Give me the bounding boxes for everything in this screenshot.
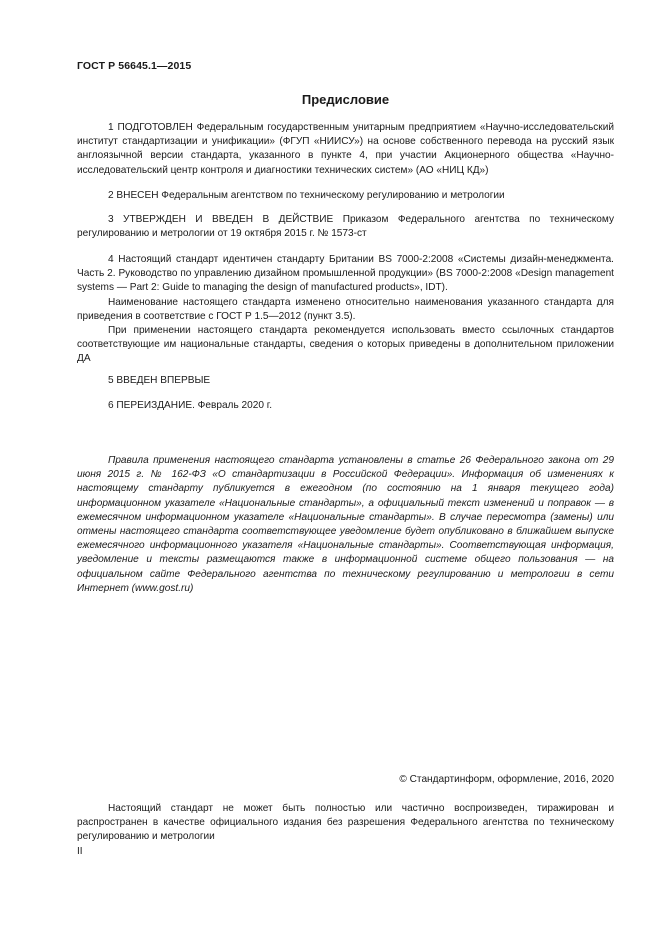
reproduction-note-text: Настоящий стандарт не может быть полностью или частично воспроизведен, тиражирован и распространен в качестве официального издания без разрешения Федерального агентства по техническому регулированию и метрологии: [77, 803, 614, 843]
rules-note-text: Правила применения настоящего стандарта установлены в статье 26 Федерального закона от 29 июня 2015 г. № 162-ФЗ «О стандартизации в Российской Федерации». Информация об изменениях к настоящему стандарту публикуется в ежегодном (по состоянию на 1 января текущего года) информационном указателе «Национальные стандарты», а официальный текст изменений и поправок — в ежемесячном информационном указателе «Национальные стандарты». В случае пересмотра (замены) или отмены настоящего стандарта соответствующее уведомление будет опубликовано в ближайшем выпуске ежемесячного информационного указателя «Национальные стандарты». Соответствующая информация, уведомление и тексты размещаются также в информационной системе общего пользования — на официальном сайте Федерального агентства по техническому регулированию и метрологии в сети Интернет (www.gost.ru): [77, 455, 614, 594]
page-number: II: [77, 846, 83, 857]
reproduction-note-block: [77, 802, 614, 845]
item-6-text: 6 ПЕРЕИЗДАНИЕ. Февраль 2020 г.: [108, 400, 273, 411]
item-3-text: 3 УТВЕРЖДЕН И ВВЕДЕН В ДЕЙСТВИЕ Приказом Федерального агентства по техническому регулированию и метрологии от 19 октября 2015 г. № 1573-ст: [77, 214, 614, 240]
item-2-text: 2 ВНЕСЕН Федеральным агентством по техническому регулированию и метрологии: [108, 190, 505, 201]
item-1-text: 1 ПОДГОТОВЛЕН Федеральным государственным унитарным предприятием «Научно-исследовательский институт стандартизации и унификации» (ФГУП «НИИСУ») на основе собственного перевода на русский язык англоязычной версии стандарта, указанного в пункте 4, при участии Акционерного общества «Научно-исследовательский центр контроля и диагностики технических систем» (АО «НИЦ КД»): [77, 122, 614, 176]
item-2-block: [77, 189, 614, 203]
document-code-header: ГОСТ Р 56645.1—2015: [77, 60, 192, 72]
item-5-block: [77, 374, 614, 388]
item-4-block: [77, 253, 614, 367]
item-5-text: 5 ВВЕДЕН ВПЕРВЫЕ: [108, 375, 211, 386]
rules-note-block: [77, 454, 614, 596]
item-4-references-text: При применении настоящего стандарта рекомендуется использовать вместо ссылочных стандартов соответствующие им национальные стандарты, сведения о которых приведены в дополнительном приложении ДА: [77, 325, 614, 365]
item-6-block: [77, 399, 614, 413]
page-title: Предисловие: [301, 92, 390, 107]
copyright-line: © Стандартинформ, оформление, 2016, 2020: [399, 774, 614, 785]
item-4-text: 4 Настоящий стандарт идентичен стандарту Британии BS 7000-2:2008 «Системы дизайн-менеджмента. Часть 2. Руководство по управлению дизайном промышленной продукции» (BS 7000-2:2008 «Design management systems — Part 2: Guide to managing the design of manufactured products», IDT).: [77, 254, 614, 294]
item-1-block: [77, 121, 614, 178]
item-4-name-change-text: Наименование настоящего стандарта изменено относительно наименования указанного стандарта для приведения в соответствие с ГОСТ Р 1.5—2012 (пункт 3.5).: [77, 296, 614, 322]
item-3-block: [77, 213, 614, 241]
